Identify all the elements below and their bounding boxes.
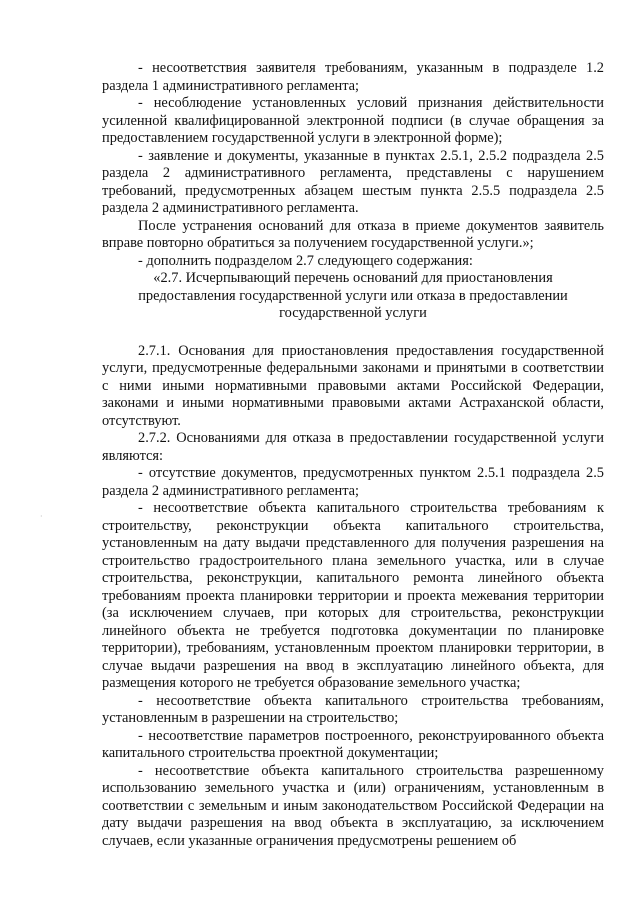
- paragraph-item-1-2: - несоответствия заявителя требованиям, указанным в подразделе 1.2 раздела 1 административного регламента;: [102, 60, 604, 94]
- scan-mark: ·: [40, 512, 43, 521]
- section-heading: «2.7. Исчерпывающий перечень оснований для приостановления предоставления государственной услуги или отказа в предоставлении государственной услуги: [138, 270, 568, 321]
- paragraph-nonconformity-permit: - несоответствие объекта капитального строительства требованиям, установленным в разрешении на строительство;: [102, 692, 604, 726]
- paragraph-2-7-2: 2.7.2. Основаниями для отказа в предоставлении государственной услуги являются:: [102, 430, 604, 464]
- paragraph-nonconformity-land-use: - несоответствие объекта капитального строительства разрешенному использованию земельного участка и (или) ограничениям, установленным в соответствии с земельным и иным законодательством Российской Федерации на дату выдачи разрешения на ввод объекта в эксплуатацию, за исключением случаев, если указанные ограничения предусмотрены решением об: [102, 762, 604, 849]
- paragraph-documents: - заявление и документы, указанные в пунктах 2.5.1, 2.5.2 подраздела 2.5 раздела 2 административного регламента, представлены с нарушением требований, предусмотренных абзацем шестым пункта 2.5.5 подраздела 2.5 раздела 2 административного регламента.: [102, 147, 604, 216]
- paragraph-nonconformity-parameters: - несоответствие параметров построенного, реконструированного объекта капитального строительства проектной документации;: [102, 727, 604, 761]
- paragraph-after-removal: После устранения оснований для отказа в приеме документов заявитель вправе повторно обратиться за получением государственной услуги.»;: [102, 217, 604, 251]
- paragraph-absence-documents: - отсутствие документов, предусмотренных пунктом 2.5.1 подраздела 2.5 раздела 2 административного регламента;: [102, 465, 604, 499]
- paragraph-add-subsection: - дополнить подразделом 2.7 следующего содержания:: [138, 252, 473, 269]
- paragraph-nonconformity-gpzu: - несоответствие объекта капитального строительства требованиям к строительству, реконструкции объекта капитального строительства, установленным на дату выдачи представленного для получения разрешения на строительство градостроительного плана земельного участка, или в случае строительства, реконструкции, капитального ремонта линейного объекта требованиям проекта планировки территории и проекта межевания территории (за исключением случаев, при которых для строительства, реконструкции линейного объекта не требуется подготовка документации по планировке территории), требованиям, установленным проектом планировки территории, в случае выдачи разрешения на ввод в эксплуатацию линейного объекта, для размещения которого не требуется образование земельного участка;: [102, 500, 604, 691]
- spacer: [102, 323, 604, 343]
- paragraph-signature: - несоблюдение установленных условий признания действительности усиленной квалифицированной электронной подписи (в случае обращения за предоставлением государственной услуги в электронной форме);: [102, 95, 604, 146]
- document-body: [102, 60, 604, 850]
- paragraph-2-7-1: 2.7.1. Основания для приостановления предоставления государственной услуги, предусмотренные федеральными законами и принятыми в соответствии с ними иными нормативными правовыми актами Российской Федерации, законами и иными нормативными правовыми актами Астраханской области, отсутствуют.: [102, 342, 604, 429]
